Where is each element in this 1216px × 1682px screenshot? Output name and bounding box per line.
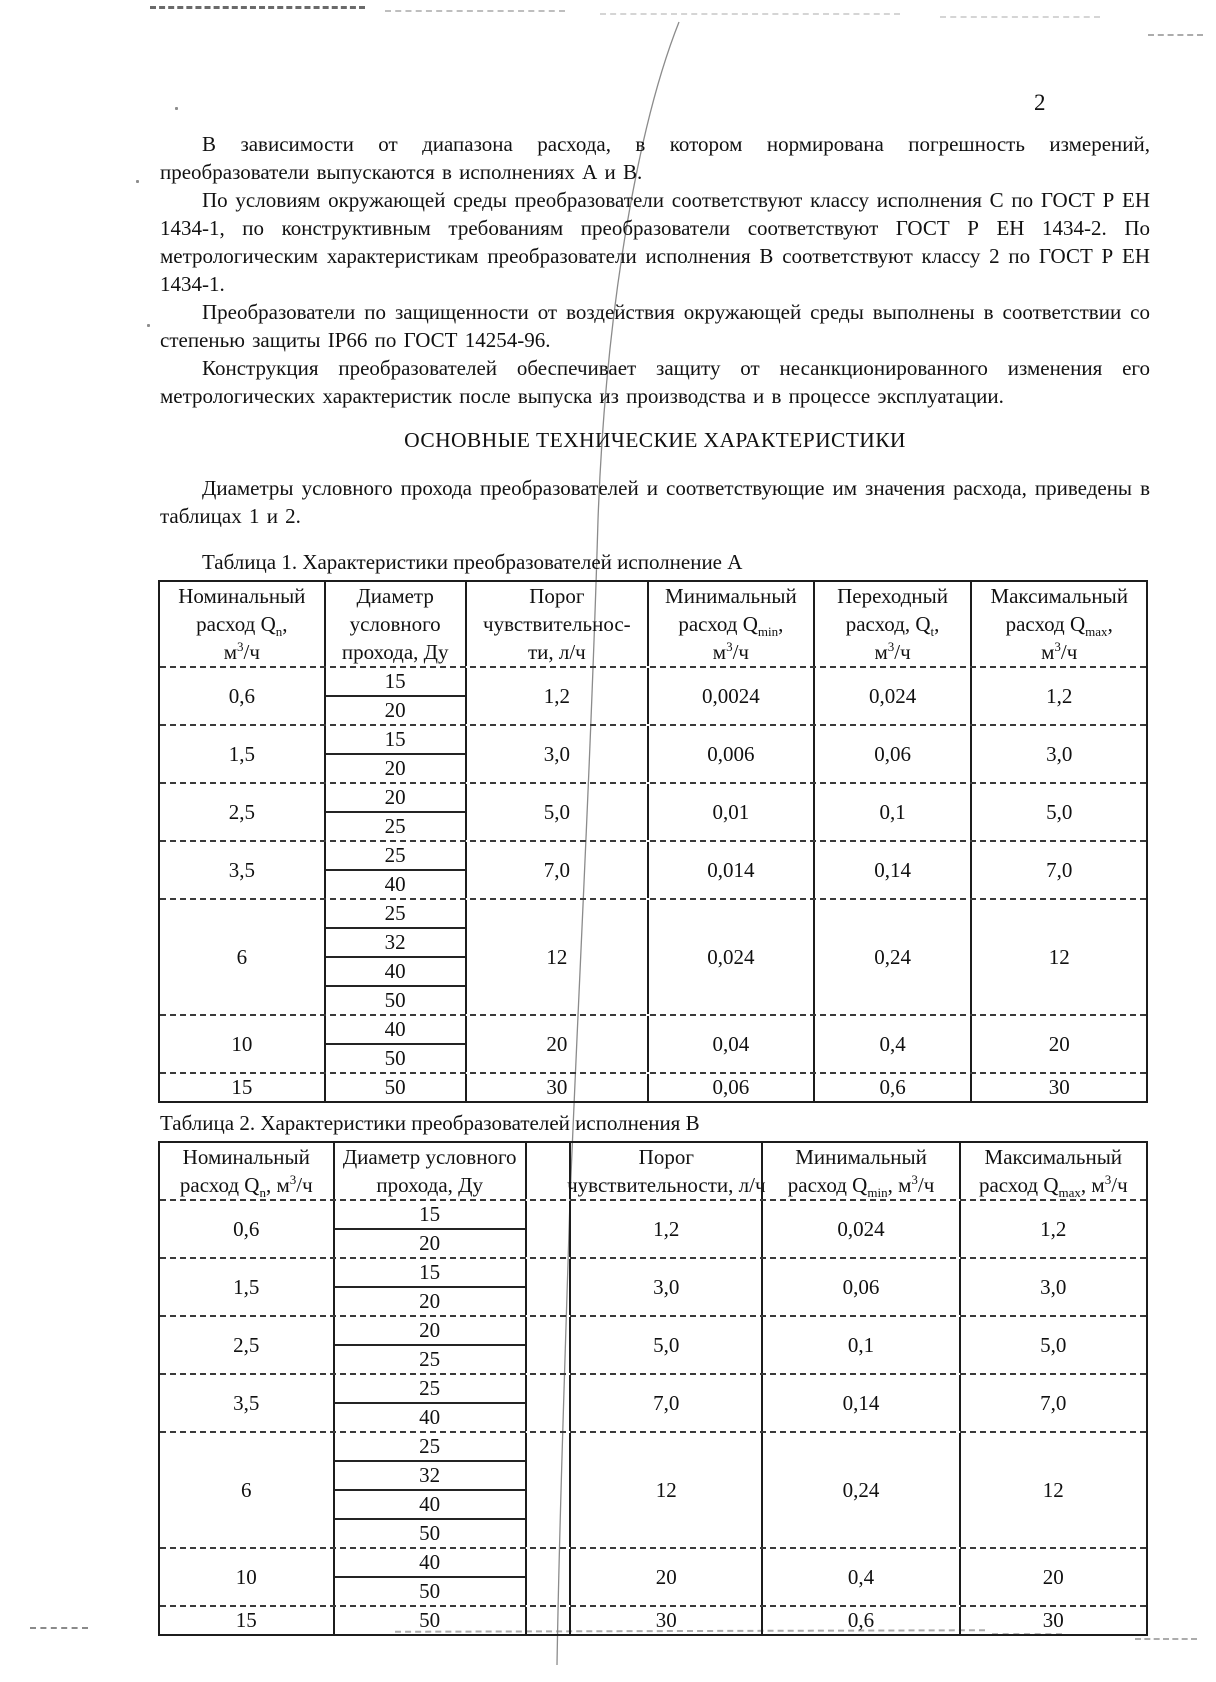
table-row [160,1373,1146,1431]
table-row [160,840,1146,898]
page-number: 2 [1034,90,1046,115]
table-cell: 7,0 [465,842,647,898]
table-cell: 12 [959,1433,1146,1547]
diameter-value: 40 [326,869,465,898]
table-cell: 3,0 [465,726,647,782]
scan-artifact-bottom-dashes-left [30,1627,88,1629]
table-1 [158,580,1148,1103]
table-row [160,1014,1146,1072]
table-cell: 0,024 [647,900,813,1014]
diameter-value: 15 [384,669,406,693]
table-cell: 0,6 [228,683,255,708]
table-cell: 0,06 [761,1259,958,1315]
table-cell: 0,1 [813,784,971,840]
section-heading: ОСНОВНЫЕ ТЕХНИЧЕСКИЕ ХАРАКТЕРИСТИКИ [404,428,906,452]
scan-artifact-bottom-dashes-right [1135,1638,1197,1640]
diameter-value: 20 [326,753,465,782]
table-cell: 0,014 [647,842,813,898]
table-cell: 15 [235,1608,257,1632]
diameter-value: 25 [326,811,465,840]
scan-artifact-top-right-dashes [1148,34,1203,36]
table-cell: 2,5 [228,799,255,824]
table-cell: 7,0 [959,1375,1146,1431]
table-cell: 20 [465,1016,647,1072]
table-cell: 0,024 [761,1201,958,1257]
diameter-cell [324,1016,465,1072]
diameter-value: 50 [326,985,465,1014]
table-cell: 7,0 [569,1375,761,1431]
table-cell: 30 [465,1074,647,1101]
table-cell: 0,4 [761,1549,958,1605]
diameter-cell [324,784,465,840]
table-1-caption: Таблица 1. Характеристики преобразователей исполнение А [202,550,743,574]
table-header-row [160,1143,1146,1199]
scan-speck [147,324,150,327]
diameter-cell [333,1317,525,1373]
table-cell: 0,6 [233,1216,260,1241]
column-header: Минимальный расход $Q_{min}$, $м^3/ч$ [761,1143,958,1199]
table-row [160,782,1146,840]
diameter-value: 25 [335,1344,525,1373]
table-cell: 5,0 [970,784,1146,840]
diameter-value: 25 [384,901,406,925]
diameter-value: 50 [326,1043,465,1072]
page-content [160,130,1150,1638]
table-cell: 15 [231,1075,253,1099]
table-cell: 7,0 [970,842,1146,898]
table-cell: 50 [333,1607,525,1634]
table-cell: 0,4 [813,1016,971,1072]
diameter-value: 20 [384,785,406,809]
scan-artifact-top-dots-2 [600,13,900,15]
table-cell: 30 [569,1607,761,1634]
diameter-cell [333,1375,525,1431]
table-cell: 30 [959,1607,1146,1634]
diameter-value: 32 [335,1460,525,1489]
diameter-value: 15 [419,1260,441,1284]
scan-artifact-top-dots [385,10,565,12]
table-cell: 5,0 [465,784,647,840]
table-cell: 6 [236,944,248,969]
table-cell: 3,5 [233,1390,260,1415]
diameter-value: 40 [326,956,465,985]
table-cell: 12 [465,900,647,1014]
table-cell: 6 [241,1477,252,1502]
diameter-value: 40 [419,1550,441,1574]
diameter-cell [324,668,465,724]
table-cell: 10 [235,1564,257,1589]
diameter-value: 40 [335,1489,525,1518]
table-cell: 3,0 [959,1259,1146,1315]
table-cell: 5,0 [959,1317,1146,1373]
table-row [160,1547,1146,1605]
table-cell: 0,24 [761,1433,958,1547]
table-cell [525,1375,569,1431]
column-header: Номинальный расход $Q_n$, $м^3/ч$ [179,1145,313,1201]
diameter-value: 20 [326,695,465,724]
column-header: Номинальный расход $Q_n$, $м^3/ч$ [178,584,306,664]
table-cell: 20 [569,1549,761,1605]
table-row [160,1605,1146,1634]
table-cell: 3,0 [970,726,1146,782]
diameter-cell [324,900,465,1014]
diameter-cell [333,1259,525,1315]
diameter-cell [333,1201,525,1257]
diameter-cell [324,842,465,898]
table-cell: 10 [231,1031,253,1056]
table-cell: 2,5 [233,1332,260,1357]
diameter-value: 25 [384,843,406,867]
table-row [160,724,1146,782]
diameter-value: 20 [419,1318,441,1342]
diameter-value: 20 [335,1286,525,1315]
diameter-value: 20 [335,1228,525,1257]
paragraph-2: По условиям окружающей среды преобразователи соответствуют классу исполнения С по ГОСТ Р ЕН 1434-1, по конструктивным требованиям преобразователи соответствуют ГОСТ Р ЕН 1434-2. По метрологическим характеристикам преобразователи исполнения В соответствуют классу 2 по ГОСТ Р ЕН 1434-1. [160,188,1150,296]
table-cell: 1,2 [569,1201,761,1257]
diameter-value: 40 [384,1017,406,1041]
diameter-value: 40 [335,1402,525,1431]
scan-speck [175,107,178,110]
diameter-value: 15 [419,1202,441,1226]
column-header: Порог чувствительности, л/ч [567,1145,766,1197]
column-header: Диаметр условного прохода, Ду [324,582,465,666]
table-cell: 0,01 [647,784,813,840]
table-cell: 5,0 [569,1317,761,1373]
column-header: Диаметр условного прохода, Ду [333,1143,525,1199]
table-cell: 0,06 [647,1074,813,1101]
table-cell: 12 [569,1433,761,1547]
table-cell: 50 [324,1074,465,1101]
table-cell: 0,14 [761,1375,958,1431]
table-cell [525,1201,569,1257]
table-2-caption: Таблица 2. Характеристики преобразователей исполнения В [160,1111,700,1135]
table-cell: 0,024 [813,668,971,724]
scan-artifact-top-dots-3 [940,16,1100,18]
scan-speck [136,180,139,183]
diameter-value: 50 [335,1576,525,1605]
scan-artifact-top-dashes [150,6,365,9]
diameter-value: 50 [335,1518,525,1547]
diameter-value: 25 [419,1376,441,1400]
table-header-row [160,582,1146,666]
table-cell: 0,24 [813,900,971,1014]
diameter-cell [333,1549,525,1605]
table-row [160,1431,1146,1547]
table-cell: 30 [970,1074,1146,1101]
table-cell [525,1549,569,1605]
table-cell: 12 [970,900,1146,1014]
paragraph-1: В зависимости от диапазона расхода, в котором нормирована погрешность измерений, преобразователи выпускаются в исполнениях А и В. [160,132,1150,184]
paragraph-4: Конструкция преобразователей обеспечивает защиту от несанкционированного изменения его метрологических характеристик после выпуска из производства и в процессе эксплуатации. [160,356,1150,408]
table-cell [525,1259,569,1315]
diameter-cell [324,726,465,782]
column-header: Переходный расход, $Q_t$, $м^3/ч$ [813,582,971,666]
table-cell: 3,0 [569,1259,761,1315]
table-cell: 1,2 [465,668,647,724]
table-row [160,1199,1146,1257]
table-cell [525,1433,569,1547]
column-header: Минимальный расход $Q_{min}$, $м^3/ч$ [647,582,813,666]
table-cell: 0,1 [761,1317,958,1373]
table-row [160,1257,1146,1315]
diameter-value: 32 [326,927,465,956]
table-cell: 1,5 [228,741,255,766]
paragraph-5: Диаметры условного прохода преобразователей и соответствующие им значения расхода, приведены в таблицах 1 и 2. [160,476,1150,528]
table-cell [525,1607,569,1634]
table-cell: 0,04 [647,1016,813,1072]
table-cell: 0,06 [813,726,971,782]
table-cell: 20 [959,1549,1146,1605]
table-2 [158,1141,1148,1636]
diameter-value: 15 [384,727,406,751]
table-cell: 3,5 [228,857,255,882]
table-cell: 0,006 [647,726,813,782]
column-header: Максимальный расход $Q_{max}$, $м^3/ч$ [959,1143,1146,1199]
paragraph-3: Преобразователи по защищенности от воздействия окружающей среды выполнены в соответствии со степенью защиты IP66 по ГОСТ 14254-96. [160,300,1150,352]
table-cell: 0,6 [761,1607,958,1634]
table-cell: 1,2 [959,1201,1146,1257]
table-cell: 1,2 [970,668,1146,724]
table-cell: 0,14 [813,842,971,898]
column-header [525,1143,569,1199]
column-header: Порог чувствительнос- ти, л/ч [465,582,647,666]
diameter-cell [333,1433,525,1547]
table-cell: 0,0024 [647,668,813,724]
diameter-value: 25 [419,1434,441,1458]
table-cell [525,1317,569,1373]
table-cell: 20 [970,1016,1146,1072]
table-row [160,666,1146,724]
column-header: Максимальный расход $Q_{max}$, $м^3/ч$ [970,582,1146,666]
table-cell: 0,6 [813,1074,971,1101]
table-row [160,1315,1146,1373]
table-row [160,898,1146,1014]
table-row [160,1072,1146,1101]
table-cell: 1,5 [233,1274,260,1299]
